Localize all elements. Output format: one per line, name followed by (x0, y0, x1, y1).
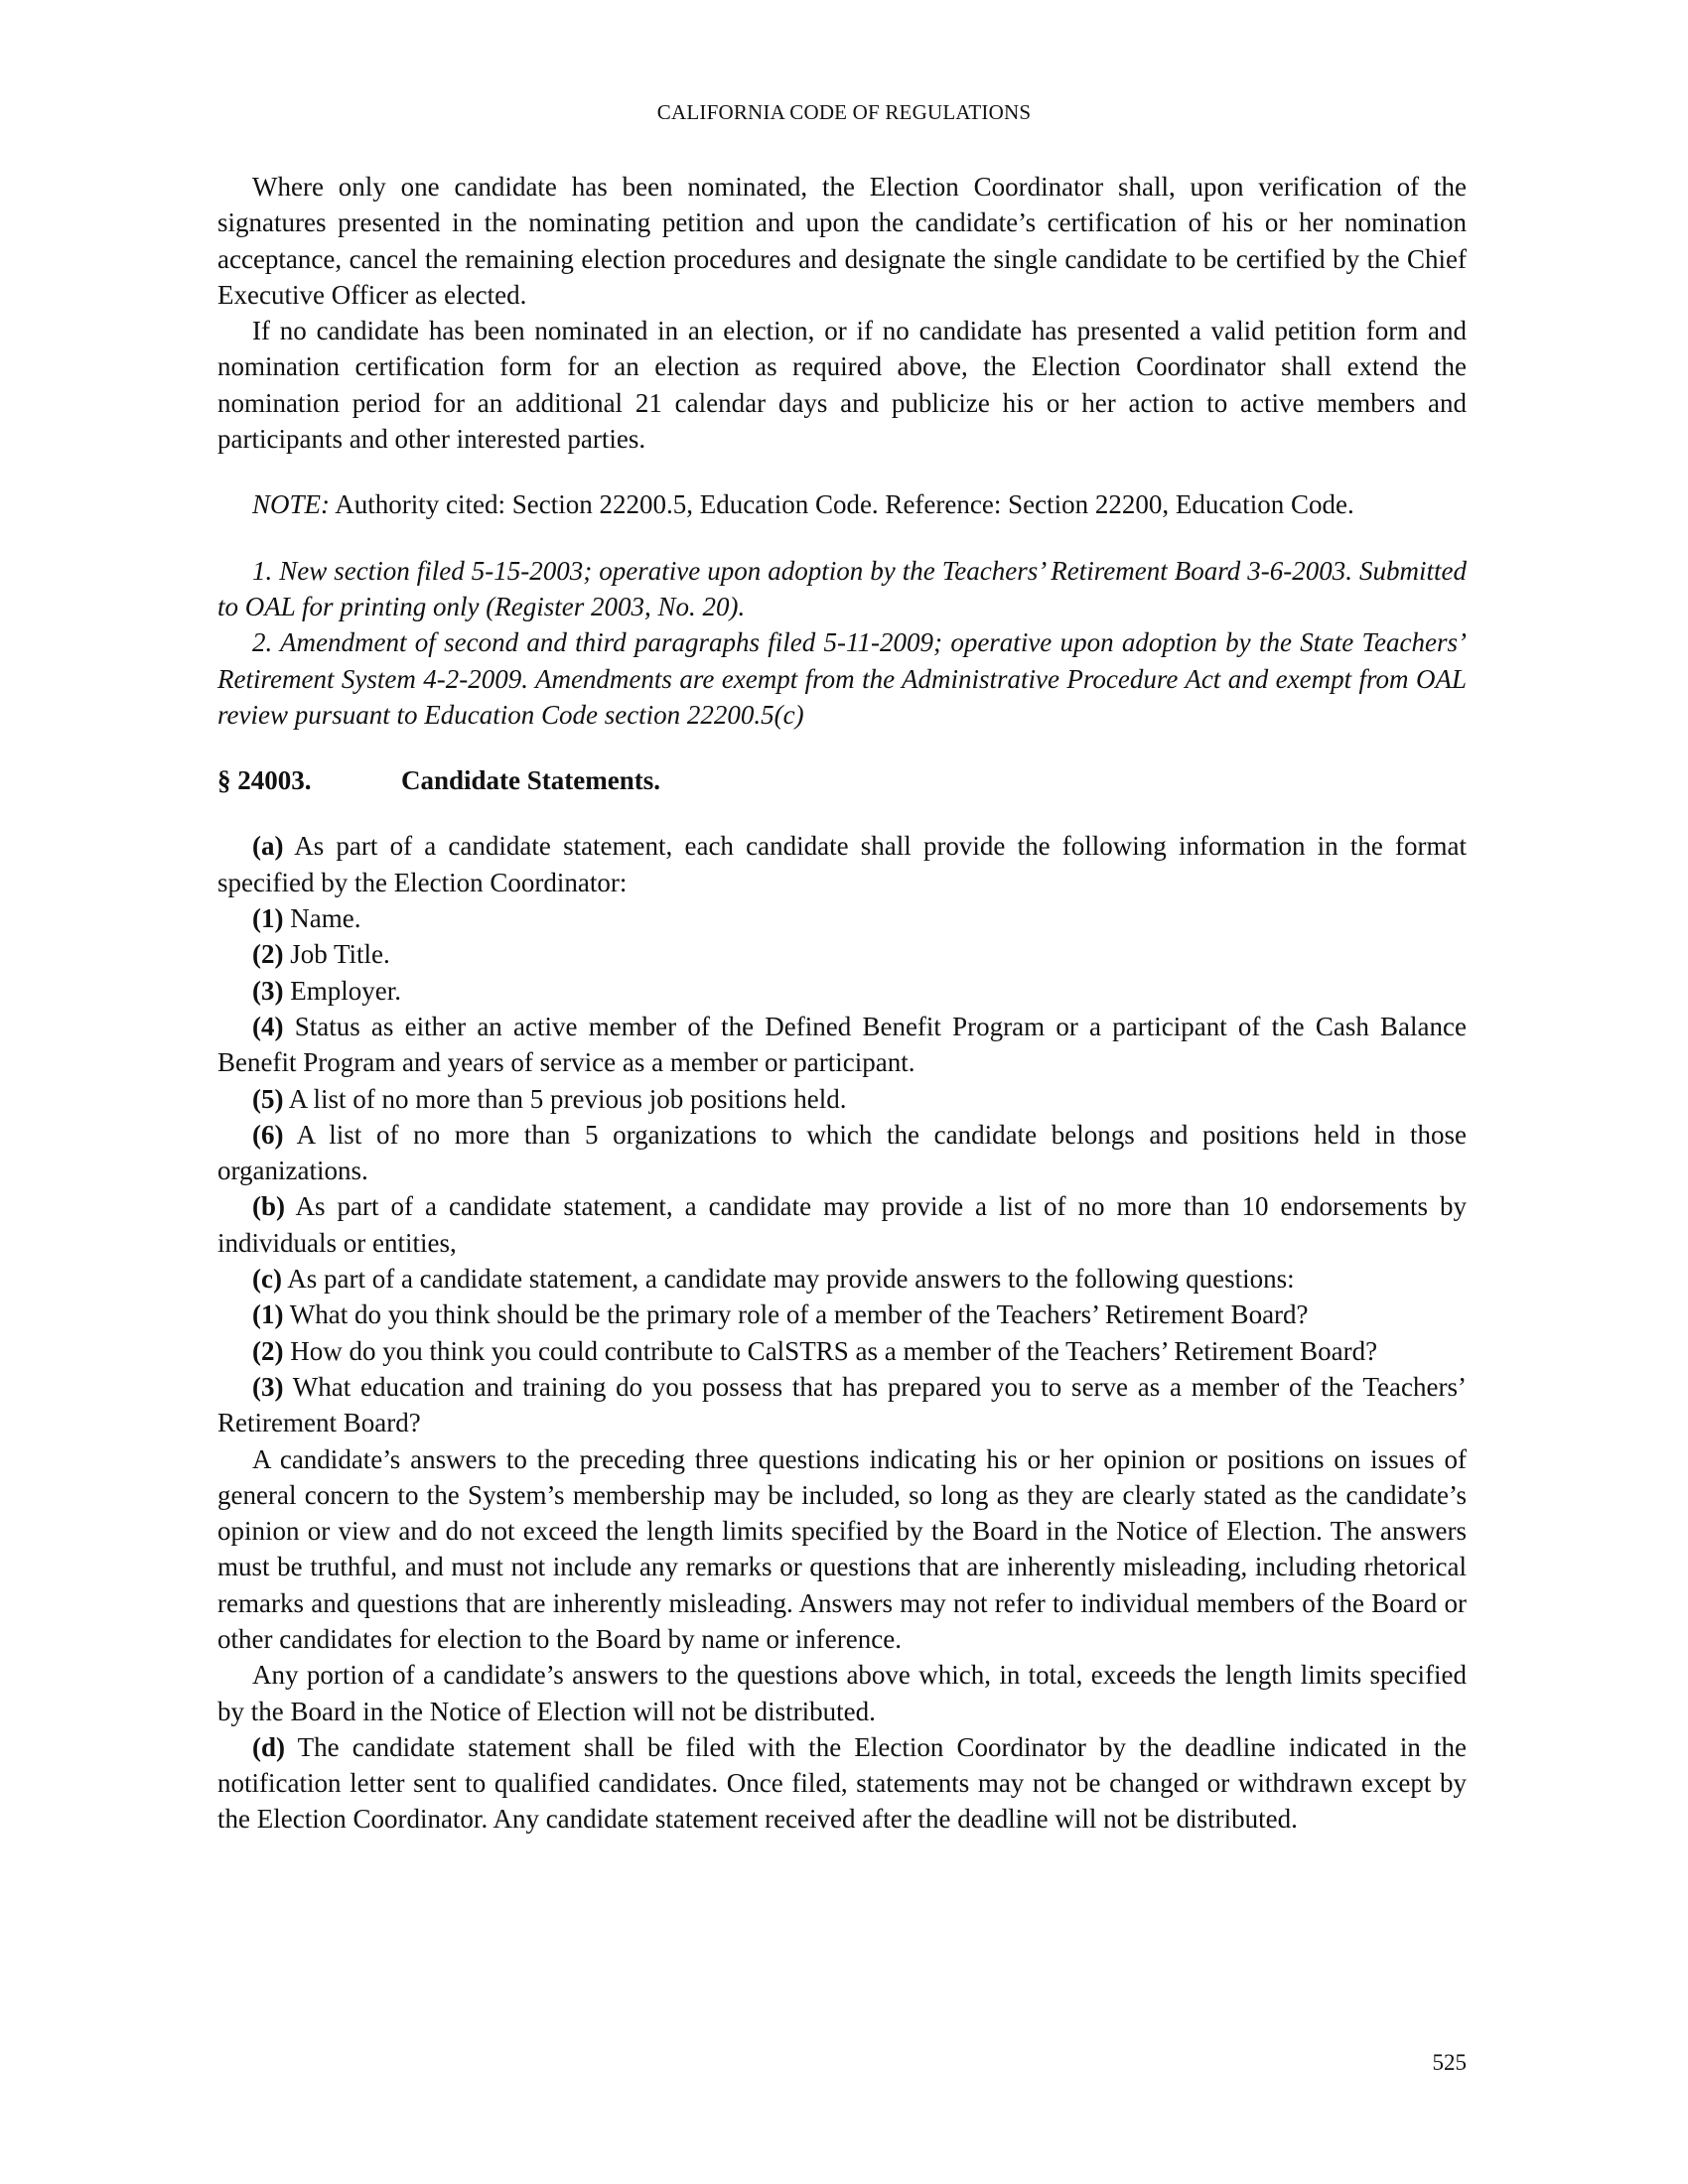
paragraph-answers: A candidate’s answers to the preceding three questions indicating his or her opinion or positions on issues of general concern to the System’s membership may be included, so long as they are clearly stated as the candidate’s opinion or view and do not exceed the length limits specified by the Board in the Notice of Election. The answers must be truthful, and must not include any remarks or questions that are inherently misleading, including rhetorical remarks and questions that are inherently misleading. Answers may not refer to individual members of the Board or other candidates for election to the Board by name or inference. (217, 1443, 1467, 1654)
subsection-c-3: (3) What education and training do you possess that has prepared you to serve as a member of the Teachers’ Retirement Board? (217, 1371, 1467, 1438)
note-text: Authority cited: Section 22200.5, Education Code. Reference: Section 22200, Education Code. (330, 489, 1354, 520)
subsection-b: (b) As part of a candidate statement, a candidate may provide a list of no more than 10 endorsements by individuals or entities, (217, 1191, 1467, 1258)
subsection-c-1: (1) What do you think should be the primary role of a member of the Teachers’ Retirement Board? (252, 1299, 1309, 1330)
section-heading (217, 762, 1467, 798)
section-title: Candidate Statements. (401, 765, 660, 796)
history-note-1: 1. New section filed 5-15-2003; operative upon adoption by the Teachers’ Retirement Board 3-6-2003. Submitted to OAL for printing only (Register 2003, No. 20). (217, 555, 1467, 621)
history-note-2: 2. Amendment of second and third paragraphs filed 5-11-2009; operative upon adoption by the State Teachers’ Retirement System 4-2-2009. Amendments are exempt from the Administrative Procedure Act and exempt from OAL review pursuant to Education Code section 22200.5(c) (217, 627, 1467, 730)
section-number: § 24003. (217, 765, 312, 796)
document-body (217, 169, 1467, 1838)
paragraph-no-candidate: If no candidate has been nominated in an election, or if no candidate has presented a valid petition form and nomination certification form for an election as required above, the Election Coordinator shall extend the nomination period for an additional 21 calendar days and publicize his or her action to active members and participants and other interested parties. (217, 316, 1467, 455)
subsection-a-4: (4) Status as either an active member of the Defined Benefit Program or a participant of the Cash Balance Benefit Program and years of service as a member or participant. (217, 1011, 1467, 1078)
paragraph-single-candidate: Where only one candidate has been nominated, the Election Coordinator shall, upon verification of the signatures presented in the nominating petition and upon the candidate’s certification of his or her nomination acceptance, cancel the remaining election procedures and designate the single candidate to be certified by the Chief Executive Officer as elected. (217, 172, 1467, 310)
subsection-a-2: (2) Job Title. (252, 939, 390, 970)
paragraph-length-limits: Any portion of a candidate’s answers to the questions above which, in total, exceeds the length limits specified by the Board in the Notice of Election will not be distributed. (217, 1660, 1467, 1726)
authority-note (217, 486, 1467, 522)
subsection-a: (a) As part of a candidate statement, each candidate shall provide the following information in the format specified by the Election Coordinator: (217, 831, 1467, 897)
subsection-a-5: (5) A list of no more than 5 previous job positions held. (252, 1083, 847, 1114)
subsection-a-3: (3) Employer. (252, 975, 401, 1006)
subsection-a-1: (1) Name. (252, 903, 361, 934)
subsection-a-6: (6) A list of no more than 5 organizations to which the candidate belongs and positions held in those organizations. (217, 1119, 1467, 1186)
subsection-c-2: (2) How do you think you could contribute to CalSTRS as a member of the Teachers’ Retirement Board? (252, 1335, 1378, 1366)
subsection-c: (c) As part of a candidate statement, a candidate may provide answers to the following questions: (252, 1264, 1295, 1295)
subsection-d: (d) The candidate statement shall be filed with the Election Coordinator by the deadline indicated in the notification letter sent to qualified candidates. Once filed, statements may not be changed or withdrawn except by the Election Coordinator. Any candidate statement received after the deadline will not be distributed. (217, 1731, 1467, 1835)
note-label: NOTE: (252, 489, 331, 520)
running-head: CALIFORNIA CODE OF REGULATIONS (656, 100, 1032, 124)
page-number: 525 (1432, 2050, 1467, 2075)
